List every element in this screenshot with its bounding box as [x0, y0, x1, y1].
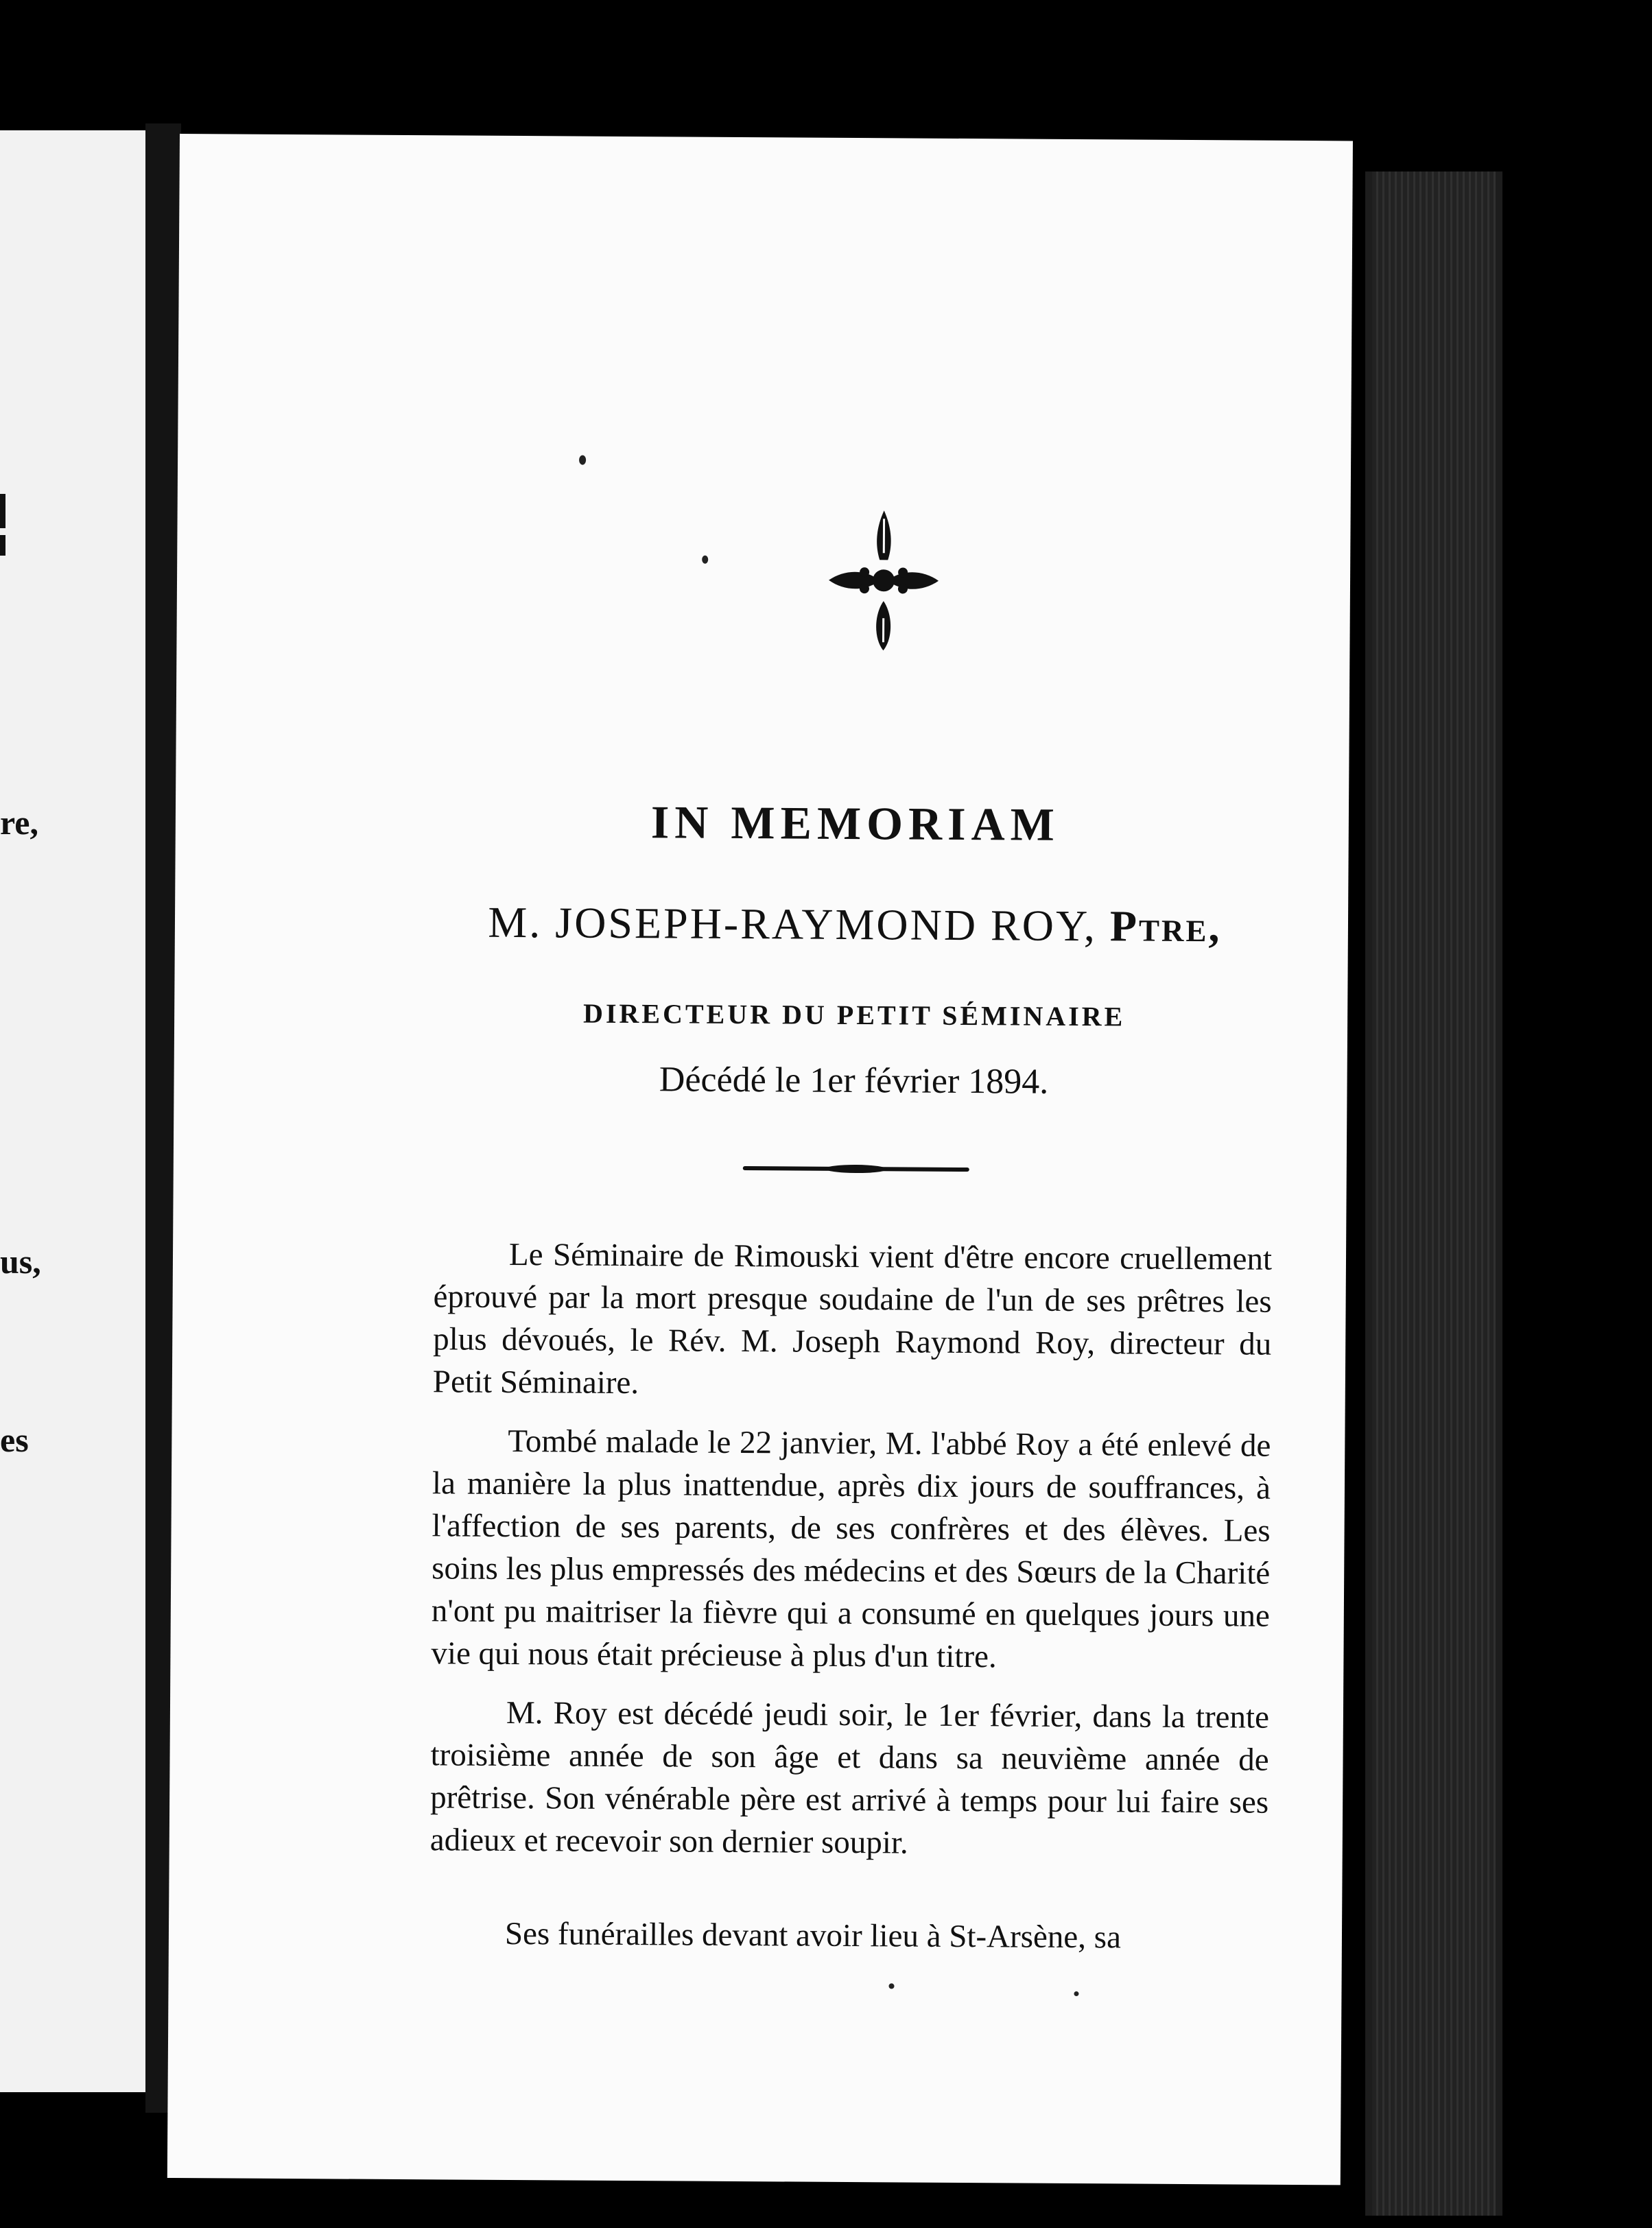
left-page-text: es [0, 1421, 29, 1459]
deceased-name-text: M. JOSEPH-RAYMOND ROY, [488, 897, 1098, 951]
deceased-role: DIRECTEUR DU PETIT SÉMINAIRE [582, 997, 1126, 1032]
memorial-page [167, 134, 1353, 2185]
page-stack-stripes [1372, 171, 1496, 2216]
print-speck [1074, 1991, 1078, 1996]
ornamental-rule [743, 1166, 969, 1172]
left-page-fragment [0, 130, 150, 2092]
obituary-paragraph: M. Roy est décédé jeudi soir, le 1er février, dans la trente troisième année de son âge et dans sa neuvième année de prêtrise. Son vénérable père est arrivé à temps pour lui faire ses adieux et recevoir son dernier soupir. [429, 1694, 1270, 1861]
death-date: Décédé le 1er février 1894. [659, 1060, 1049, 1102]
print-speck [888, 1983, 894, 1989]
print-speck [702, 556, 708, 564]
obituary-paragraph: Le Séminaire de Rimouski vient d'être encore cruellement éprouvé par la mort presque soudaine de l'un de ses prêtres les plus dévoués, le Rév. M. Joseph Raymond Roy, directeur du Petit Séminaire. [432, 1236, 1273, 1401]
deceased-title-suffix: Ptre, [1109, 901, 1222, 951]
obituary-paragraph: Tombé malade le 22 janvier, M. l'abbé Roy a été enlevé de la manière la plus inattendue, après dix jours de souffrances, à l'affection de ses parents, de ses confrères et des élèves. Les soins les plus empressés des médecins et des Sœurs de la Charité n'ont pu maitriser la fièvre qui a consumé en quelques jours une vie qui nous était précieuse à plus d'un titre. [431, 1423, 1271, 1675]
deceased-name [436, 897, 1274, 952]
page-title: IN MEMORIAM [650, 796, 1061, 851]
print-speck [579, 455, 586, 465]
obituary-body [429, 1233, 1272, 1882]
left-page-mark [0, 535, 5, 556]
floral-cross-icon [821, 505, 945, 656]
left-page-mark [0, 494, 5, 528]
continued-text: Ses funérailles devant avoir lieu à St-Arsène, sa [504, 1915, 1122, 1956]
left-page-text: us, [0, 1242, 41, 1281]
page-content [429, 135, 1279, 1956]
left-page-text: re, [0, 803, 38, 842]
